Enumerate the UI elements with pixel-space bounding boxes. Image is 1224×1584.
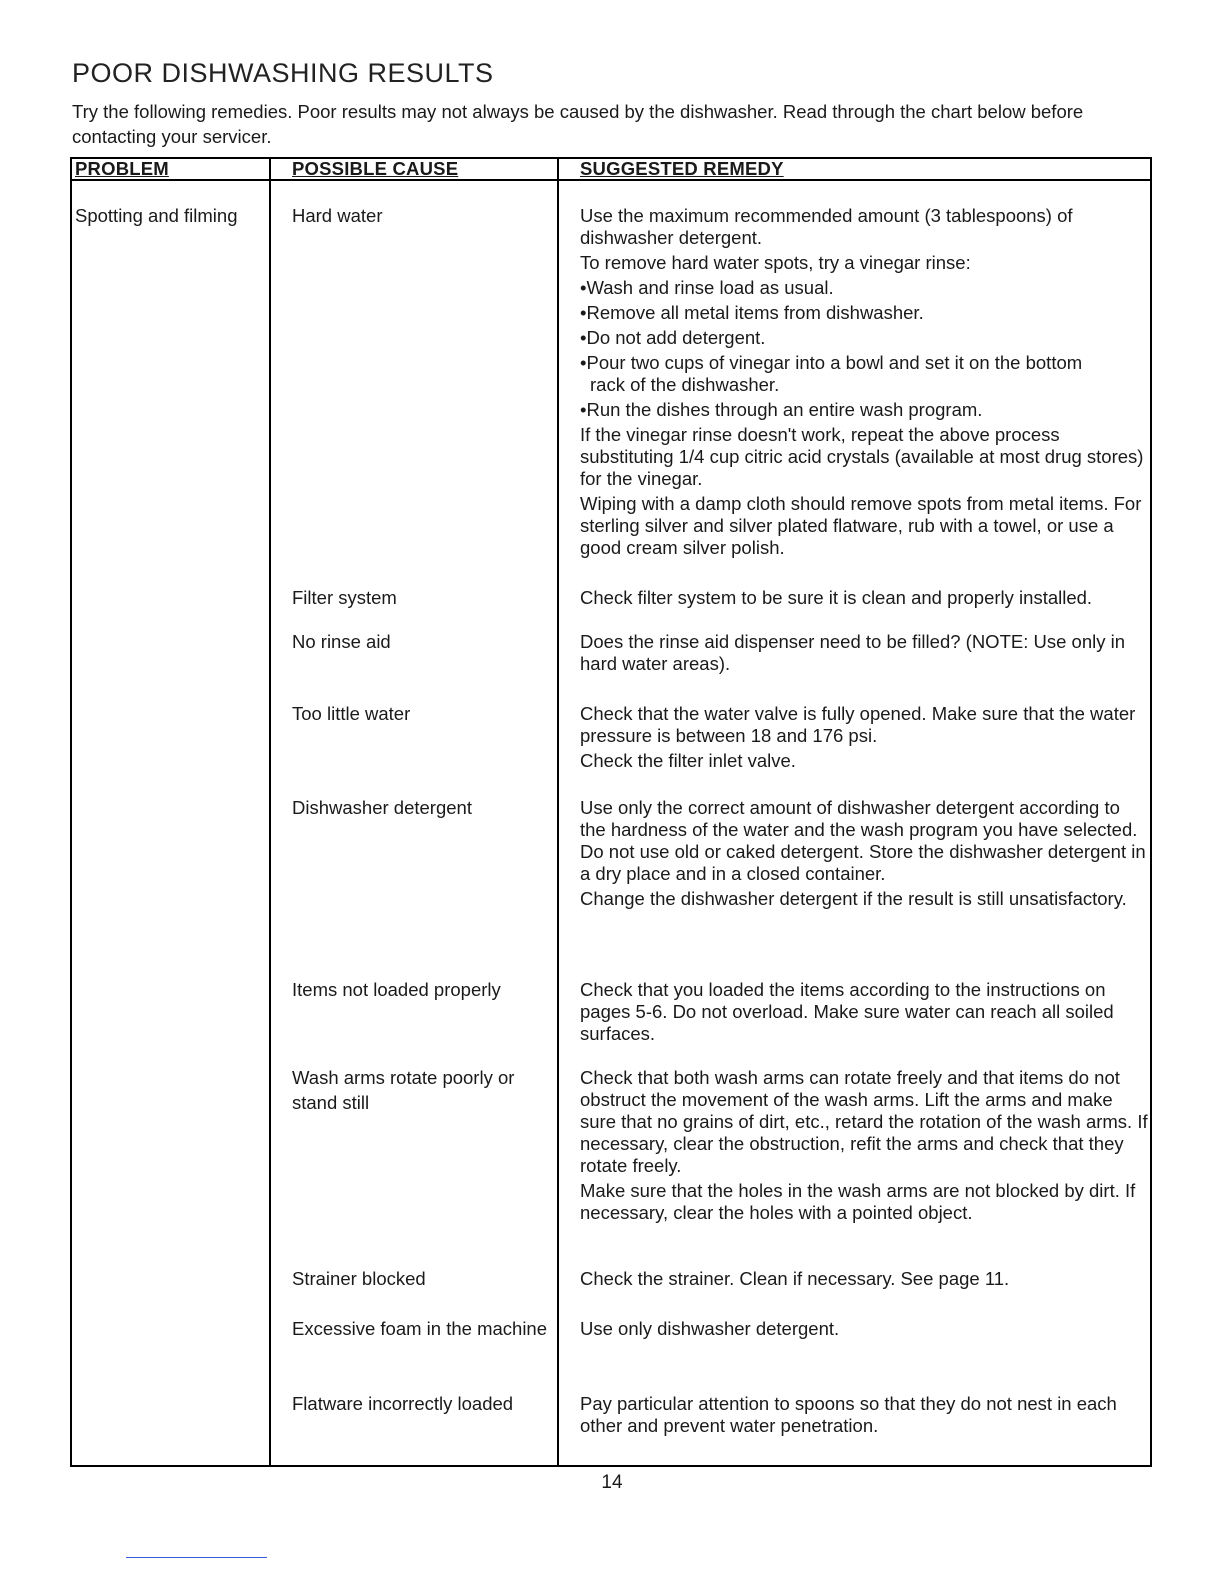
troubleshooting-table xyxy=(70,157,1152,1467)
header-suggested-remedy: SUGGESTED REMEDY xyxy=(580,158,784,179)
header-divider xyxy=(72,179,1150,181)
remedy-cell-dishwasher-detergent xyxy=(580,797,1150,913)
remedy-bullet-continued: rack of the dishwasher. xyxy=(590,374,780,395)
page-title: POOR DISHWASHING RESULTS xyxy=(72,58,494,88)
cause-cell-filter-system: Filter system xyxy=(292,587,397,608)
remedy-bullet: •Wash and rinse load as usual. xyxy=(580,277,834,298)
remedy-line: Does the rinse aid dispenser need to be filled? (NOTE: Use only in hard water areas). xyxy=(580,631,1126,674)
remedy-line: Check filter system to be sure it is clean and properly installed. xyxy=(580,587,1093,608)
remedy-bullet: •Remove all metal items from dishwasher. xyxy=(580,302,924,323)
remedy-line: Use only the correct amount of dishwasher detergent according to the hardness of the water and the wash program you have selected. Do not use old or caked detergent. Store the dishwasher detergent in a dry place and in a closed container. xyxy=(580,797,1146,884)
cause-cell-strainer-blocked: Strainer blocked xyxy=(292,1268,426,1289)
remedy-line: Change the dishwasher detergent if the result is still unsatisfactory. xyxy=(580,888,1127,909)
remedy-cell-filter-system xyxy=(580,587,1150,612)
page-number: 14 xyxy=(601,1472,623,1493)
cause-cell-wash-arms: Wash arms rotate poorly or stand still xyxy=(292,1067,515,1113)
header-possible-cause: POSSIBLE CAUSE xyxy=(292,158,459,179)
remedy-line: Use only dishwasher detergent. xyxy=(580,1318,840,1339)
cause-cell-excessive-foam: Excessive foam in the machine xyxy=(292,1318,548,1339)
remedy-cell-wash-arms xyxy=(580,1067,1150,1227)
remedy-line: Use the maximum recommended amount (3 tablespoons) of dishwasher detergent. xyxy=(580,205,1073,248)
remedy-line: Check that you loaded the items according to the instructions on pages 5-6. Do not overload. Make sure water can reach all soiled surfaces. xyxy=(580,979,1114,1044)
cause-cell-dishwasher-detergent: Dishwasher detergent xyxy=(292,797,472,818)
remedy-cell-excessive-foam xyxy=(580,1318,1150,1343)
remedy-line: Check the filter inlet valve. xyxy=(580,750,796,771)
remedy-cell-flatware xyxy=(580,1393,1150,1440)
remedy-line: Wiping with a damp cloth should remove spots from metal items. For sterling silver and silver plated flatware, rub with a towel, or use a good cream silver polish. xyxy=(580,493,1142,558)
remedy-bullet: •Pour two cups of vinegar into a bowl and set it on the bottom xyxy=(580,352,1083,373)
remedy-bullet: •Run the dishes through an entire wash program. xyxy=(580,399,983,420)
cause-cell-hard-water: Hard water xyxy=(292,205,383,226)
footer-rule xyxy=(126,1557,267,1558)
intro-paragraph: Try the following remedies. Poor results may not always be caused by the dishwasher. Read through the chart below before contacting your servicer. xyxy=(72,101,1084,147)
remedy-bullet: •Do not add detergent. xyxy=(580,327,766,348)
remedy-line: Check the strainer. Clean if necessary. See page 11. xyxy=(580,1268,1010,1289)
remedy-cell-no-rinse-aid xyxy=(580,631,1150,678)
remedy-line: Check that both wash arms can rotate freely and that items do not obstruct the movement of the wash arms. Lift the arms and make sure that no grains of dirt, etc., retard the rotation of the wash arms. If necessary, clear the obstruction, refit the arms and check that they rotate freely. xyxy=(580,1067,1148,1176)
cause-cell-too-little-water: Too little water xyxy=(292,703,411,724)
cause-cell-items-not-loaded: Items not loaded properly xyxy=(292,979,501,1000)
remedy-cell-too-little-water xyxy=(580,703,1150,775)
column-divider xyxy=(269,159,271,1465)
remedy-line: To remove hard water spots, try a vinegar rinse: xyxy=(580,252,971,273)
remedy-cell-strainer-blocked xyxy=(580,1268,1150,1293)
column-divider xyxy=(557,159,559,1465)
header-problem: PROBLEM xyxy=(75,158,169,179)
problem-cell: Spotting and filming xyxy=(75,205,238,226)
remedy-cell-items-not-loaded xyxy=(580,979,1150,1048)
remedy-line: Check that the water valve is fully opened. Make sure that the water pressure is between 18 and 176 psi. xyxy=(580,703,1136,746)
remedy-cell-hard-water xyxy=(580,205,1150,562)
cause-cell-flatware: Flatware incorrectly loaded xyxy=(292,1393,514,1414)
remedy-line: Pay particular attention to spoons so that they do not nest in each other and prevent water penetration. xyxy=(580,1393,1117,1436)
remedy-line: If the vinegar rinse doesn't work, repeat the above process substituting 1/4 cup citric acid crystals (available at most drug stores) for the vinegar. xyxy=(580,424,1144,489)
cause-cell-no-rinse-aid: No rinse aid xyxy=(292,631,391,652)
remedy-line: Make sure that the holes in the wash arms are not blocked by dirt. If necessary, clear the holes with a pointed object. xyxy=(580,1180,1136,1223)
